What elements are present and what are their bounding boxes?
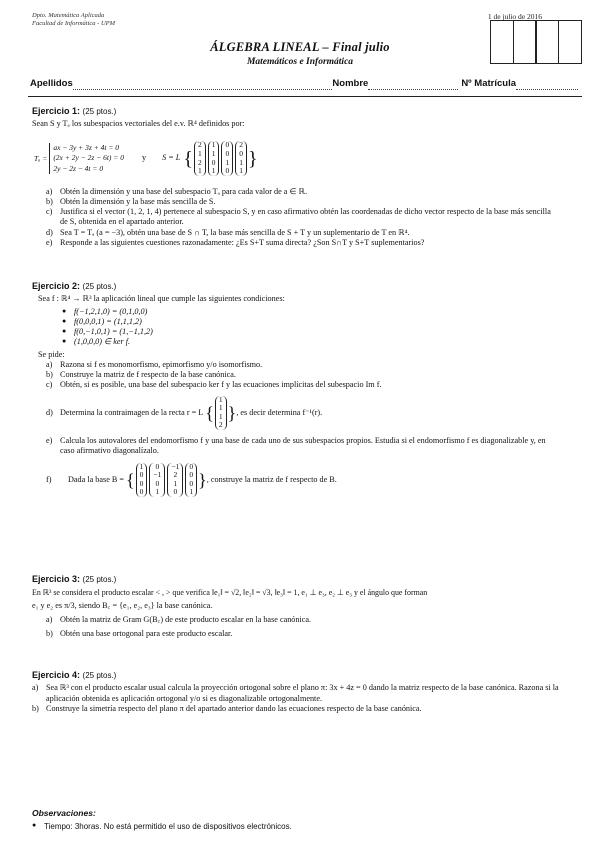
ex2-item-d: d) Determina la contraimagen de la recta r = L { 1 1 1 2 } , es decir determina f⁻¹(r). xyxy=(46,394,323,430)
exercise-3-items xyxy=(32,615,582,639)
ex2-item-e: e) Calcula los autovalores del endomorfismo f y una base de cada uno de sus subespacios propios. Estudia si el endomorfismo f es diagonalizable y, en caso afirmativo diagonalízalo. xyxy=(46,436,546,456)
exercise-4 xyxy=(32,670,580,714)
exercise-3-line-2: e₁ y e₂ es π/3, siendo B꜀ = {e₁, e₂, e₃} la base canónica. xyxy=(32,601,213,611)
s-close-brace: } xyxy=(247,147,258,170)
exercise-1 xyxy=(32,106,582,248)
t-label: Tₐ = xyxy=(34,153,48,163)
ex1-item-e: e) Responde a las siguientes cuestiones razonadamente: ¿Es S+T suma directa? ¿Son S∩T y S+T suplementarios? xyxy=(46,237,425,247)
s-generators xyxy=(193,141,248,176)
ex2-cond-3: ● f(0,−1,0,1) = (1,−1,1,2) xyxy=(62,327,153,336)
ex2-f-vector-1: 1 0 0 0 xyxy=(136,463,148,498)
exam-title: ÁLGEBRA LINEAL – Final julio xyxy=(210,40,390,54)
ex2-cond-4: ● (1,0,0,0) ∈ ker f. xyxy=(62,337,131,347)
ex2-item-f: f) Dada la base B = { 1 0 0 0 0 −1 0 1 −1 2 1 0 0 0 0 1 } , construye la matriz de f respecto de B. xyxy=(46,461,337,497)
observations xyxy=(32,808,572,832)
exercise-2 xyxy=(32,281,582,497)
ex1-item-d: d) Sea T = Tₐ (a = −3), obtén una base de S ∩ T, la base más sencilla de S + T y un suplementario de T en ℝ⁴. xyxy=(46,227,410,237)
ex2-f-vector-3: −1 2 1 0 xyxy=(167,463,183,498)
ex4-item-b: b) Construye la simetría respecto del plano π del apartado anterior dando las ecuaciones respecto de la base canónica. xyxy=(32,703,422,713)
matricula-field xyxy=(516,81,578,90)
exercise-3 xyxy=(32,574,582,639)
exercise-3-title: Ejercicio 3: (25 ptos.) xyxy=(32,574,117,584)
exercise-2-items xyxy=(32,360,552,497)
ex2-f-vector-2: 0 −1 0 1 xyxy=(149,463,165,498)
exercise-2-title: Ejercicio 2: (25 ptos.) xyxy=(32,281,117,291)
exercise-2-points: (25 ptos.) xyxy=(82,282,117,291)
apellidos-label: Apellidos xyxy=(30,78,73,89)
t-eq-3: 2y − 2z − 4t = 0 xyxy=(53,163,104,173)
exercise-1-points: (25 ptos.) xyxy=(82,107,117,116)
exercise-1-intro: Sean S y Tₐ los subespacios vectoriales del e.v. ℝ⁴ definidos por: xyxy=(32,119,245,129)
ex2-f-basis xyxy=(135,463,198,498)
exam-subtitle: Matemáticos e Informática xyxy=(246,57,354,67)
exercise-4-points: (25 ptos.) xyxy=(82,671,117,680)
observation-item: ● Tiempo: 3horas. No está permitido el uso de dispositivos electrónicos. xyxy=(32,821,292,831)
ex2-d-vector: 1 1 1 2 xyxy=(215,396,227,431)
se-pide-label: Se pide: xyxy=(38,349,65,359)
ex2-item-c: c) Obtén, si es posible, una base del subespacio ker f y las ecuaciones implícitas del subespacio Im f. xyxy=(46,380,382,390)
s-vector-1: 2 1 2 1 xyxy=(194,141,206,176)
ex2-f-vector-4: 0 0 0 1 xyxy=(185,463,197,498)
matricula-label: Nº Matrícula xyxy=(461,78,516,89)
s-vector-4: 2 0 1 1 xyxy=(235,141,247,176)
ex4-item-a: a) Sea ℝ³ con el producto escalar usual calcula la proyección ortogonal sobre el plano π: 3x + 4z = 0 dando la matriz respecto de la base canónica. Razona si la aplicación obtenida es aplicación ortogonal y/o si es diagonalizable ortogonalmente. xyxy=(32,683,559,703)
header-institution xyxy=(32,12,115,28)
t-eq-1: ax − 3y + 3z + 4t = 0 xyxy=(53,143,119,153)
t-system xyxy=(49,143,124,173)
exercise-4-items xyxy=(32,683,580,714)
ex1-item-b: b) Obtén la dimensión y la base más sencilla de S. xyxy=(46,196,216,206)
s-open-brace: { xyxy=(183,147,193,170)
s-vector-3: 0 0 1 0 xyxy=(221,141,233,176)
student-info-line xyxy=(30,78,578,90)
exercise-1-title: Ejercicio 1: (25 ptos.) xyxy=(32,106,117,116)
ex1-item-a: a) Obtén la dimensión y una base del subespacio Tₐ para cada valor de a ∈ ℝ. xyxy=(46,186,308,196)
and-word: y xyxy=(141,153,147,163)
ex1-item-c: c) Justifica si el vector (1, 2, 1, 4) pertenece al subespacio S, y en caso afirmativo obtén las coordenadas de dicho vector respecto de la base más sencilla de S, obtenida en el apartado anterior. xyxy=(46,207,551,227)
ex2-item-b: b) Construye la matriz de f respecto de la base canónica. xyxy=(46,370,236,379)
ex2-cond-1: ● f(−1,2,1,0) = (0,1,0,0) xyxy=(62,306,148,316)
ex3-item-a: a) Obtén la matriz de Gram G(B꜀) de este producto escalar en la base canónica. xyxy=(46,615,312,625)
exercise-2-intro: Sea f : ℝ⁴ → ℝ³ la aplicación lineal que cumple las siguientes condiciones: xyxy=(38,294,285,304)
ex2-cond-2: ● f(0,0,0,1) = (1,1,1,2) xyxy=(62,316,142,326)
exercise-3-line-1: En ℝ³ se considera el producto escalar < , > que verifica ‖e₁‖ = √2, ‖e₂‖ = √3, ‖e₃‖ = 1, e₁ ⊥ e₃, e₂ ⊥ e₃ y el ángulo que forman xyxy=(32,588,428,598)
exercise-2-conditions xyxy=(32,307,582,348)
exercise-1-items xyxy=(32,187,552,249)
dept-name: Dpto. Matemática Aplicada xyxy=(32,12,105,19)
t-eq-2: (2x + 2y − 2z − 6t) = 0 xyxy=(53,153,124,163)
nombre-label: Nombre xyxy=(332,78,369,89)
header-rule xyxy=(28,96,582,97)
s-label: S = L xyxy=(162,153,181,163)
exercise-4-title: Ejercicio 4: (25 ptos.) xyxy=(32,670,117,680)
observations-title: Observaciones: xyxy=(32,808,96,818)
ex2-item-a: a) Razona si f es monomorfismo, epimorfismo y/o isomorfismo. xyxy=(46,359,263,369)
exam-date: 1 de julio de 2016 xyxy=(487,12,542,21)
apellidos-field xyxy=(73,81,333,90)
exercise-1-definitions xyxy=(34,133,582,185)
ex3-item-b: b) Obtén una base ortogonal para este producto escalar. xyxy=(46,628,233,638)
nombre-field xyxy=(368,81,458,90)
s-vector-2: 1 1 0 1 xyxy=(208,141,220,176)
faculty-name: Facultad de Informática - UPM xyxy=(32,19,116,27)
exercise-3-points: (25 ptos.) xyxy=(82,575,117,584)
